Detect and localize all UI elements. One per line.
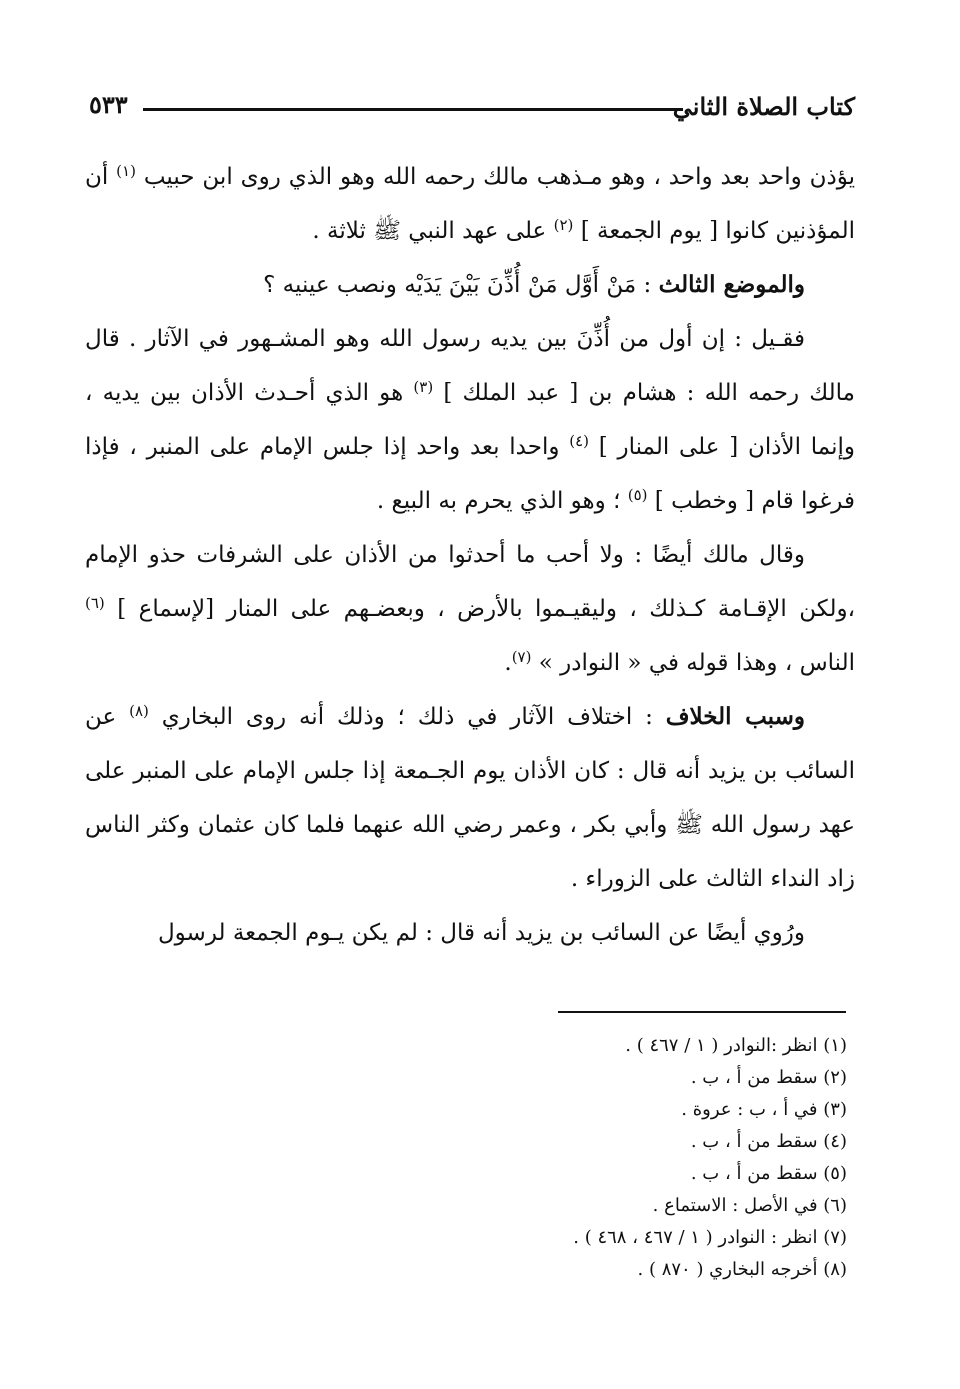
footnote-ref-6: (٦) bbox=[85, 594, 105, 612]
footnote-1: (١) انظر :النوادر ( ١ / ٤٦٧ ) . bbox=[625, 1035, 847, 1056]
footnote-ref-4: (٤) bbox=[569, 432, 589, 450]
paragraph-6: ورُوي أيضًا عن السائب بن يزيد أنه قال : لم يكن يـوم الجمعة لرسول bbox=[157, 920, 805, 946]
paragraph-2: والموضع الثالث : مَنْ أَوَّل مَنْ أُذِّنَ بَيْنَ يَدَيْه ونصب عينيه ؟ bbox=[263, 271, 805, 298]
paragraph-3: فقـيل : إن أول من أُذِّنَ بين يديه رسول الله وهو المشـهور في الآثار . قال مالك رحمه الله : هشام بن [ عبد الملك ] $^{(٣)}$ هو الذي أحـدث الأذان بين يديه ، وإنما الأذان [ على المنار ] $^{(٤)}$ واحدا بعد واحد إذا جلس الإمام على المنبر ، فإذا فرغوا قام [ وخطب ] $^{(٥)}$ ؛ وهو الذي يحرم به البيع . bbox=[85, 326, 855, 514]
footnote-3: (٣) في أ ، ب : عروة . bbox=[681, 1099, 847, 1120]
footnote-6: (٦) في الأصل : الاستماع . bbox=[652, 1195, 847, 1216]
footnote-4: (٤) سقط من أ ، ب . bbox=[690, 1131, 847, 1152]
page-header bbox=[85, 88, 855, 128]
footnote-ref-8: (٨) bbox=[129, 702, 149, 720]
section-lead: وسبب الخلاف bbox=[665, 703, 805, 730]
footnote-rule bbox=[558, 1011, 846, 1013]
footnote-ref-2: (٢) bbox=[553, 216, 574, 234]
footnote-ref-1: (١) bbox=[116, 162, 136, 180]
footnote-5: (٥) سقط من أ ، ب . bbox=[690, 1163, 847, 1184]
footnotes-list bbox=[347, 1030, 847, 1286]
main-text bbox=[85, 150, 855, 960]
footnote-ref-3: (٣) bbox=[413, 378, 434, 396]
page-number: ٥٣٣ bbox=[89, 90, 128, 119]
section-lead: والموضع الثالث bbox=[658, 271, 805, 298]
footnote-2: (٢) سقط من أ ، ب . bbox=[690, 1067, 847, 1088]
header-rule bbox=[143, 108, 683, 111]
footnote-ref-5: (٥) bbox=[627, 486, 648, 504]
book-title: كتاب الصلاة الثاني bbox=[672, 92, 855, 121]
paragraph-4: وقال مالك أيضًا : ولا أحب ما أحدثوا من الأذان على الشرفات حذو الإمام ،ولكن الإقـامة كـذلك ، وليقيـموا بالأرض ، وبعضـهم على المنار [لإسماع ] $^{(٦)}$ الناس ، وهذا قوله في « النوادر » $^{(٧)}$. bbox=[85, 542, 855, 676]
footnote-ref-7: (٧) bbox=[511, 648, 532, 666]
paragraph-1: يؤذن واحد بعد واحد ، وهو مـذهب مالك رحمه الله وهو الذي روى ابن حبيب $^{(١)}$ أن المؤذنين كانوا [ يوم الجمعة ] $^{(٢)}$ على عهد النبي ﷺ ثلاثة . bbox=[85, 162, 855, 244]
paragraph-5: وسبب الخلاف : اختلاف الآثار في ذلك ؛ وذلك أنه روى البخاري $^{(٨)}$ عن السائب بن يزيد أنه قال : كان الأذان يوم الجـمعة إذا جلس الإمام على المنبر على عهد رسول الله ﷺ وأبي بكر ، وعمر رضي الله عنهما فلما كان عثمان وكثر الناس زاد النداء الثالث على الزوراء . bbox=[85, 702, 855, 892]
footnote-7: (٧) انظر : النوادر ( ١ / ٤٦٧ ، ٤٦٨ ) . bbox=[573, 1227, 847, 1248]
footnote-8: (٨) أخرجه البخاري ( ٨٧٠ ) . bbox=[637, 1259, 847, 1280]
